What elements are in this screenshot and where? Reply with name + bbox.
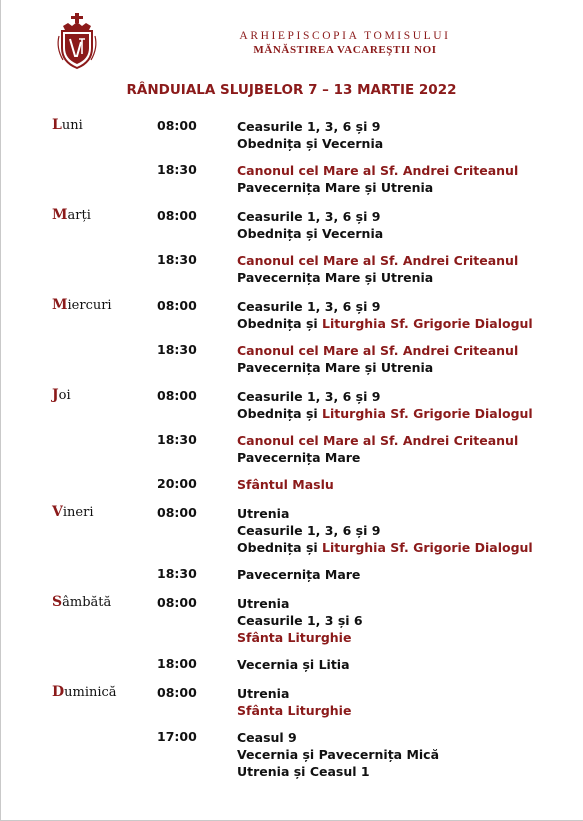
service-line [237,685,351,702]
monastery-emblem-icon [54,12,100,70]
day-initial: D [52,684,65,700]
day-label [52,207,91,223]
day-initial: J [52,387,59,403]
day-label [52,684,117,700]
service-highlight: Sfântul Maslu [237,477,334,492]
service-list [237,252,518,286]
service-line [237,225,383,242]
service-text: Pavecernița Mare și Utrenia [237,360,434,375]
service-line [237,135,383,152]
service-list [237,162,518,196]
service-time: 08:00 [157,595,197,610]
service-time: 08:00 [157,505,197,520]
service-time: 20:00 [157,476,197,491]
service-text: Ceasurile 1, 3, 6 și 9 [237,299,381,314]
service-line [237,432,518,449]
day-name-rest: iercuri [67,298,112,313]
service-line [237,269,518,286]
service-time: 08:00 [157,208,197,223]
service-time: 18:00 [157,656,197,671]
service-line [237,298,533,315]
day-initial: V [52,504,63,520]
day-name-rest: arți [67,208,91,223]
page-left-edge [0,0,1,821]
service-list [237,118,383,152]
service-line [237,763,439,780]
day-initial: M [52,207,68,223]
service-line [237,702,351,719]
service-list [237,566,360,583]
service-list [237,298,533,332]
service-line [237,162,518,179]
service-line [237,405,533,422]
service-time: 08:00 [157,388,197,403]
service-text: Utrenia [237,686,290,701]
service-line [237,388,533,405]
day-initial: S [52,594,63,610]
service-highlight: Sfânta Liturghie [237,703,352,718]
day-label [52,504,93,520]
service-text: Ceasurile 1, 3, 6 și 9 [237,209,381,224]
service-text: Obednița și [237,406,323,421]
service-text: Pavecernița Mare și Utrenia [237,180,434,195]
service-time: 18:30 [157,342,197,357]
service-line [237,252,518,269]
service-line [237,595,363,612]
service-list [237,729,439,780]
service-highlight: Canonul cel Mare al Sf. Andrei Criteanul [237,343,519,358]
service-time: 08:00 [157,298,197,313]
service-text: Obednița și Vecernia [237,226,384,241]
service-text: Obednița și [237,540,323,555]
service-list [237,476,334,493]
day-label [52,594,111,610]
service-text: Utrenia [237,506,290,521]
service-text: Utrenia [237,596,290,611]
service-list [237,342,518,376]
header-monastery: MĂNĂSTIREA VACAREŞTII NOI [253,44,437,56]
service-text: Obednița și [237,316,323,331]
service-list [237,432,518,466]
service-line [237,342,518,359]
service-text: Vecernia și Pavecernița Mică [237,747,440,762]
service-highlight: Liturghia Sf. Grigorie Dialogul [322,540,533,555]
service-time: 18:30 [157,162,197,177]
day-name-rest: ineri [62,505,94,520]
service-line [237,629,363,646]
service-time: 18:30 [157,432,197,447]
service-list [237,505,533,556]
service-list [237,388,533,422]
service-line [237,522,533,539]
page-title: RÂNDUIALA SLUJBELOR 7 – 13 MARTIE 2022 [126,82,457,98]
service-time: 18:30 [157,566,197,581]
service-list [237,685,351,719]
service-line [237,729,439,746]
service-text: Ceasurile 1, 3, 6 și 9 [237,119,381,134]
service-text: Utrenia și Ceasul 1 [237,764,370,779]
service-highlight: Canonul cel Mare al Sf. Andrei Criteanul [237,163,519,178]
service-text: Ceasul 9 [237,730,297,745]
service-list [237,656,350,673]
day-name-rest: oi [58,388,71,403]
service-highlight: Canonul cel Mare al Sf. Andrei Criteanul [237,433,519,448]
header-archdiocese: ARHIEPISCOPIA TOMISULUI [239,30,451,42]
service-list [237,208,383,242]
service-time: 08:00 [157,118,197,133]
service-highlight: Canonul cel Mare al Sf. Andrei Criteanul [237,253,519,268]
day-initial: L [52,117,62,133]
service-line [237,359,518,376]
service-line [237,315,533,332]
service-line [237,612,363,629]
service-text: Vecernia și Litia [237,657,350,672]
service-line [237,476,334,493]
day-name-rest: uminică [64,685,117,700]
service-line [237,656,350,673]
service-line [237,505,533,522]
service-text: Pavecernița Mare [237,450,361,465]
service-text: Pavecernița Mare și Utrenia [237,270,434,285]
service-text: Ceasurile 1, 3, 6 și 9 [237,523,381,538]
service-line [237,539,533,556]
service-highlight: Liturghia Sf. Grigorie Dialogul [322,316,533,331]
service-list [237,595,363,646]
day-label [52,117,83,133]
day-name-rest: uni [61,118,83,133]
service-time: 17:00 [157,729,197,744]
day-label [52,297,112,313]
service-line [237,208,383,225]
service-text: Ceasurile 1, 3 și 6 [237,613,363,628]
service-line [237,566,360,583]
service-text: Obednița și Vecernia [237,136,384,151]
service-line [237,449,518,466]
service-time: 18:30 [157,252,197,267]
service-line [237,746,439,763]
day-name-rest: âmbătă [62,595,112,610]
service-highlight: Sfânta Liturghie [237,630,352,645]
service-line [237,179,518,196]
service-text: Ceasurile 1, 3, 6 și 9 [237,389,381,404]
service-text: Pavecernița Mare [237,567,361,582]
service-time: 08:00 [157,685,197,700]
service-highlight: Liturghia Sf. Grigorie Dialogul [322,406,533,421]
day-label [52,387,71,403]
day-initial: M [52,297,68,313]
service-line [237,118,383,135]
